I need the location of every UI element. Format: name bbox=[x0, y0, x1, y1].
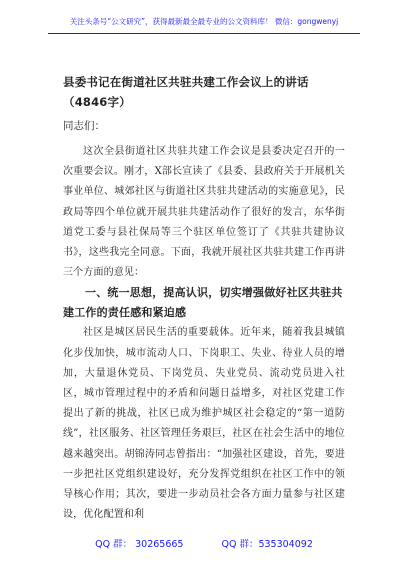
document-title: 县委书记在街道社区共驻共建工作会议上的讲话（4846字） bbox=[63, 75, 309, 109]
paragraph-community: 社区是城区居民生活的重要载体。近年来，随着我县城镇化步伐加快，城市流动人口、下岗职工、失业、待业人员的增加，大量退休党员、下岗党员、失业党员、流动党员进入社区，城市管理过程中的矛盾和问题日益增多，对社区党建工作提出了新的挑战，社区已成为维护城区社会稳定的“第一道防线”，社区服务、社区管理任务艰巨，社区在社会生活中的地位越来越突出。胡锦涛同志曾指出：“加强社区建设，首先，要进一步把社区党组织建设好，充分发挥党组织在社区工作中的领导核心作用；其次，要进一步动员社会各方面力量参与社区建设，优化配置和利 bbox=[63, 327, 345, 521]
footer-qq-group-2: QQ 群：535304092 bbox=[221, 539, 313, 550]
section-heading-1: 一、统一思想，提高认识，切实增强做好社区共驻共建工作的责任感和紧迫感 bbox=[63, 286, 343, 320]
salutation: 同志们： bbox=[63, 120, 105, 132]
footer-qq-group-1: QQ 群： 30265665 bbox=[95, 539, 184, 550]
header-divider bbox=[48, 33, 360, 34]
paragraph-intro: 这次全县街道社区共驻共建工作会议是县委决定召开的一次重要会议。刚才，X部长宣读了《县委、县政府关于开展机关事业单位、城郊社区与街道社区共驻共建活动的实施意见》，民政局等四个单位就开展共驻共建活动作了很好的发言，东华街道党工委与县社保局等三个驻区单位签订了《共驻共建协议书》，这些我完全同意。下面，我就开展社区共驻共建工作再讲三个方面的意见： bbox=[63, 146, 345, 279]
document-body bbox=[63, 72, 345, 525]
footer-contacts bbox=[48, 538, 360, 552]
header-banner: 关注头条号“公文研究”，获得最新最全最专业的公文资料库！ 微信：gongwenyj bbox=[69, 17, 339, 26]
